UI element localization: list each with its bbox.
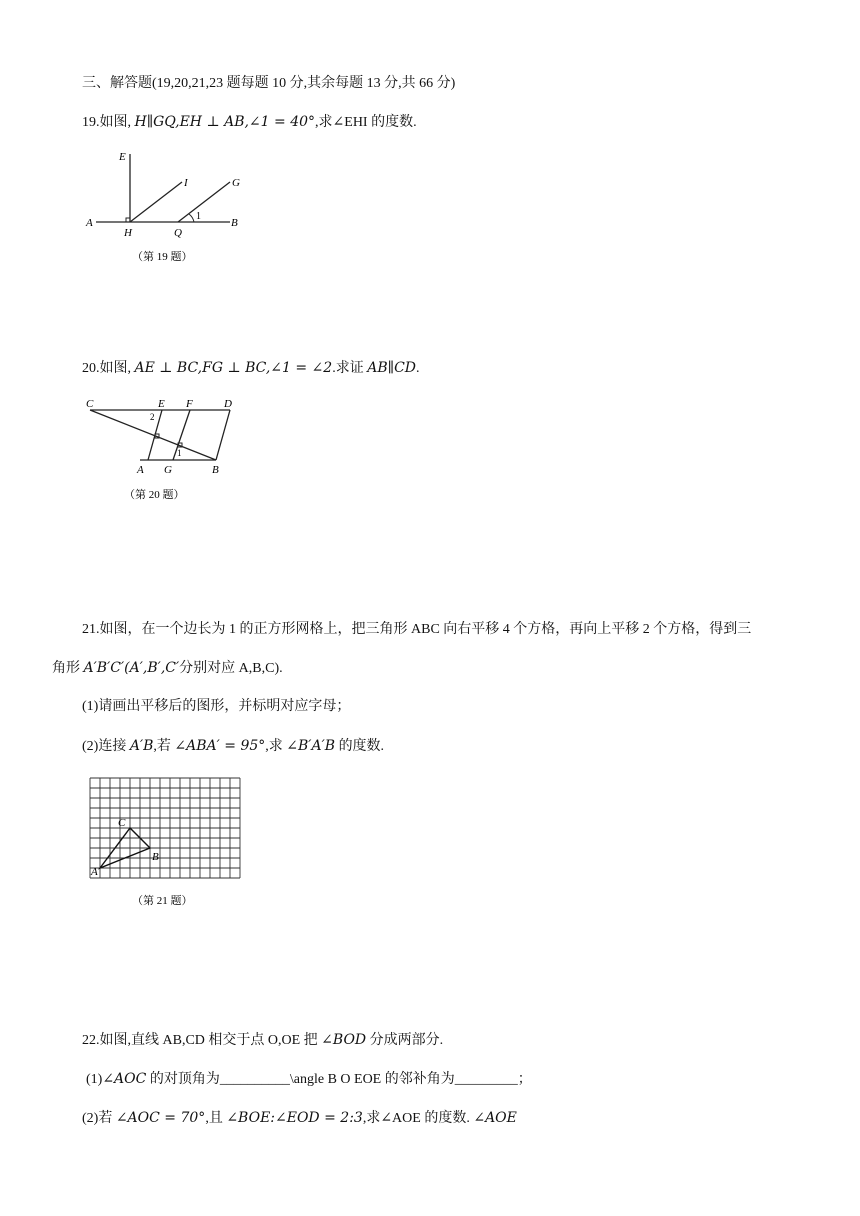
fig20-label-a: A — [137, 464, 144, 476]
q22-line1-suffix: 分成两部分. — [366, 1033, 444, 1048]
fig19-label-q: Q — [174, 227, 182, 239]
q21-part2-math1: A′B — [129, 738, 154, 754]
fig21-caption: （第 21 题） — [132, 895, 193, 907]
figure-21 — [86, 774, 246, 914]
fig20-label-g: G — [164, 464, 172, 476]
q22-part2-mid2: ,求∠AOE 的度数. — [362, 1111, 474, 1126]
q22-part1-math: ∠AOC — [102, 1071, 147, 1087]
q20-suffix: . — [416, 361, 420, 376]
q21-part2-prefix: (2)连接 — [82, 739, 130, 754]
q21-line2-math: A′B′C′(A′,B′,C′ — [83, 660, 180, 676]
q20-math: AE ⊥ BC,FG ⊥ BC,∠1 = ∠2 — [134, 360, 333, 376]
fig19-label-1: 1 — [196, 211, 201, 222]
q21-part2-math2: ∠ABA′ = 95° — [174, 738, 266, 754]
fig21-label-c: C — [118, 817, 126, 829]
q22-part2-math2: ∠BOE:∠EOD = 2:3 — [226, 1110, 363, 1126]
fig21-label-b: B — [152, 851, 159, 863]
q21-part2-mid2: ,求 — [265, 739, 287, 754]
fig20-caption: （第 20 题） — [124, 489, 185, 501]
question-22-part1 — [86, 1069, 532, 1090]
q22-line1-prefix: 22.如图,直线 AB,CD 相交于点 O,OE 把 — [82, 1033, 322, 1048]
q22-part1-prefix: (1) — [86, 1072, 103, 1087]
q21-line2-prefix: 角形 — [52, 661, 84, 676]
fig21-label-a: A — [91, 866, 98, 878]
fig20-label-1: 1 — [177, 448, 182, 458]
figure-19 — [82, 148, 252, 268]
question-20 — [82, 358, 420, 379]
fig19-label-i: I — [184, 177, 188, 189]
fig20-label-f: F — [186, 398, 193, 410]
section-title: 三、解答题(19,20,21,23 题每题 10 分,其余每题 13 分,共 66 分) — [82, 76, 456, 91]
q21-line2-suffix: 分别对应 A,B,C). — [179, 661, 283, 676]
q20-math2: AB∥CD — [367, 360, 417, 376]
q21-part2-suffix: 的度数. — [335, 739, 385, 754]
q22-part2-math3: ∠AOE — [473, 1110, 517, 1126]
question-22-line1 — [82, 1030, 443, 1051]
fig20-label-2: 2 — [150, 412, 155, 422]
figure-20 — [82, 394, 252, 509]
question-19 — [82, 112, 417, 133]
fig19-label-h: H — [124, 227, 132, 239]
q19-prefix: 19.如图, — [82, 115, 131, 130]
fig20-label-d: D — [224, 398, 232, 410]
q22-part2-mid: ,且 — [205, 1111, 227, 1126]
fig20-label-c: C — [86, 398, 94, 410]
fig19-label-a: A — [86, 217, 93, 229]
fig19-label-g: G — [232, 177, 240, 189]
question-21-part2 — [82, 736, 384, 757]
fig20-label-e: E — [158, 398, 165, 410]
q19-math: H∥GQ,EH ⊥ AB,∠1 = 40° — [134, 114, 316, 130]
fig20-label-b: B — [212, 464, 219, 476]
q22-part1-mid: 的对顶角为__________\angle B O EOE 的邻补角为_________； — [146, 1072, 532, 1087]
q21-part2-math3: ∠B′A′B — [286, 738, 336, 754]
question-21-line1: 21.如图，在一个边长为 1 的正方形网格上，把三角形 ABC 向右平移 4 个方格，再向上平移 2 个方格，得到三 — [82, 622, 752, 637]
q22-part2-math1: ∠AOC = 70° — [115, 1110, 206, 1126]
question-21-line2 — [52, 658, 283, 679]
q21-part2-mid: ,若 — [153, 739, 175, 754]
q20-mid: .求证 — [332, 361, 368, 376]
fig19-label-e: E — [119, 151, 126, 163]
question-21-part1: (1)请画出平移后的图形，并标明对应字母； — [82, 699, 351, 714]
fig19-label-b: B — [231, 217, 238, 229]
q20-prefix: 20.如图, — [82, 361, 131, 376]
q22-part2-prefix: (2)若 — [82, 1111, 116, 1126]
q22-line1-math: ∠BOD — [321, 1032, 367, 1048]
fig19-caption: （第 19 题） — [132, 251, 193, 263]
question-22-part2 — [82, 1108, 517, 1129]
q19-suffix: ,求∠EHI 的度数. — [315, 115, 417, 130]
